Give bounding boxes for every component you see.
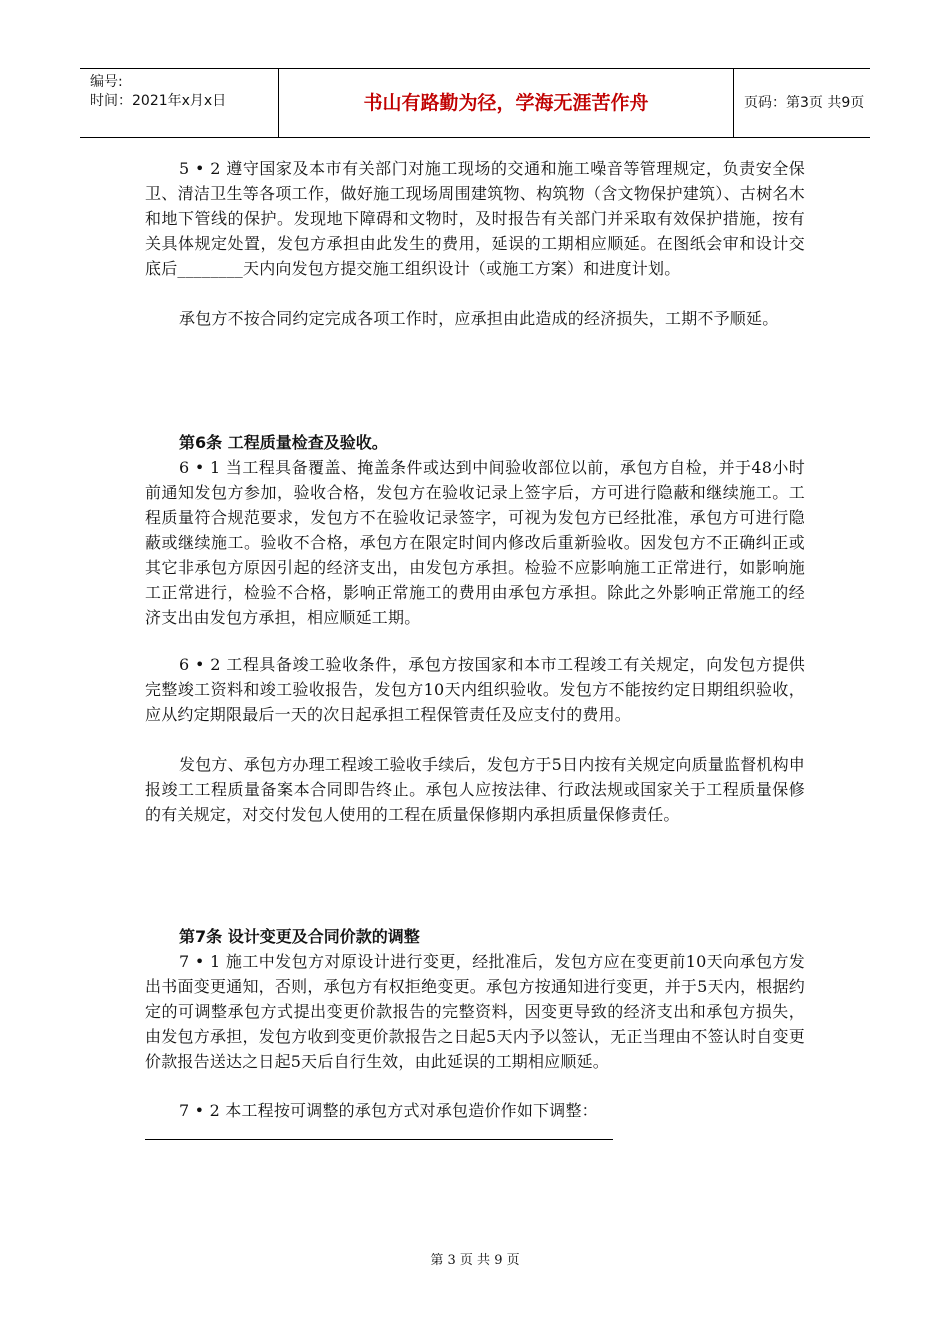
clause-6-2: 6 • 2 工程具备竣工验收条件，承包方按国家和本市工程竣工有关规定，向发包方提供完整竣工资料和竣工验收报告，发包方10天内组织验收。发包方不能按约定日期组织验收，应从约定期限最后一天的次日起承担工程保管责任及应支付的费用。 [145,655,805,724]
clause-6-tail: 发包方、承包方办理工程竣工验收手续后，发包方于5日内按有关规定向质量监督机构申报竣工工程质量备案本合同即告终止。承包人应按法律、行政法规或国家关于工程质量保修的有关规定，对交付发包人使用的工程在质量保修期内承担质量保修责任。 [145,755,805,824]
clause-5-tail: 承包方不按合同约定完成各项工作时，应承担由此造成的经济损失，工期不予顺延。 [179,309,779,328]
footnote-divider [145,1139,613,1140]
header-meta [80,69,279,137]
clause-6-1: 6 • 1 当工程具备覆盖、掩盖条件或达到中间验收部位以前，承包方自检，并于48小时前通知发包方参加，验收合格，发包方在验收记录上签字后，方可进行隐蔽和继续施工。工程质量符合规范要求，发包方不在验收记录签字，可视为发包方已经批准，承包方可进行隐蔽或继续施工。验收不合格，承包方在限定时间内修改后重新验收。因发包方不正确纠正或其它非承包方原因引起的经济支出，由发包方承担。检验不应影响施工正常进行，如影响施工正常进行，检验不合格，影响正常施工的费用由承包方承担。除此之外影响正常施工的经济支出由发包方承担，相应顺延工期。 [145,458,805,627]
header-page-number: 页码：第3页 共9页 [744,95,865,111]
article-7-heading: 第7条 设计变更及合同价款的调整 [179,927,420,946]
clause-5-2: 5 • 2 遵守国家及本市有关部门对施工现场的交通和施工噪音等管理规定，负责安全保卫、清洁卫生等各项工作，做好施工现场周围建筑物、构筑物（含文物保护建筑）、古树名木和地下管线的保护。发现地下障碍和文物时，及时报告有关部门并采取有效保护措施，按有关具体规定处置，发包方承担由此发生的费用，延误的工期相应顺延。在图纸会审和设计交底后________天内向发包方提交施工组织设计（或施工方案）和进度计划。 [145,159,805,278]
page-footer: 第 3 页 共 9 页 [430,1253,520,1268]
page-header [80,68,870,138]
clause-7-2: 7 • 2 本工程按可调整的承包方式对承包造价作如下调整： [179,1101,598,1120]
header-motto: 书山有路勤为径，学海无涯苦作舟 [279,69,734,137]
document-number-label: 编号: [90,74,123,90]
document-date-label: 时间：2021年x月x日 [90,93,227,109]
article-6-heading: 第6条 工程质量检查及验收。 [179,433,388,452]
clause-7-1: 7 • 1 施工中发包方对原设计进行变更，经批准后，发包方应在变更前10天向承包方发出书面变更通知，否则，承包方有权拒绝变更。承包方按通知进行变更，并于5天内，根据约定的可调整承包方式提出变更价款报告的完整资料，因变更导致的经济支出和承包方损失，由发包方承担，发包方收到变更价款报告之日起5天内予以签认，无正当理由不签认时自变更价款报告送达之日起5天后自行生效，由此延误的工期相应顺延。 [145,952,805,1071]
